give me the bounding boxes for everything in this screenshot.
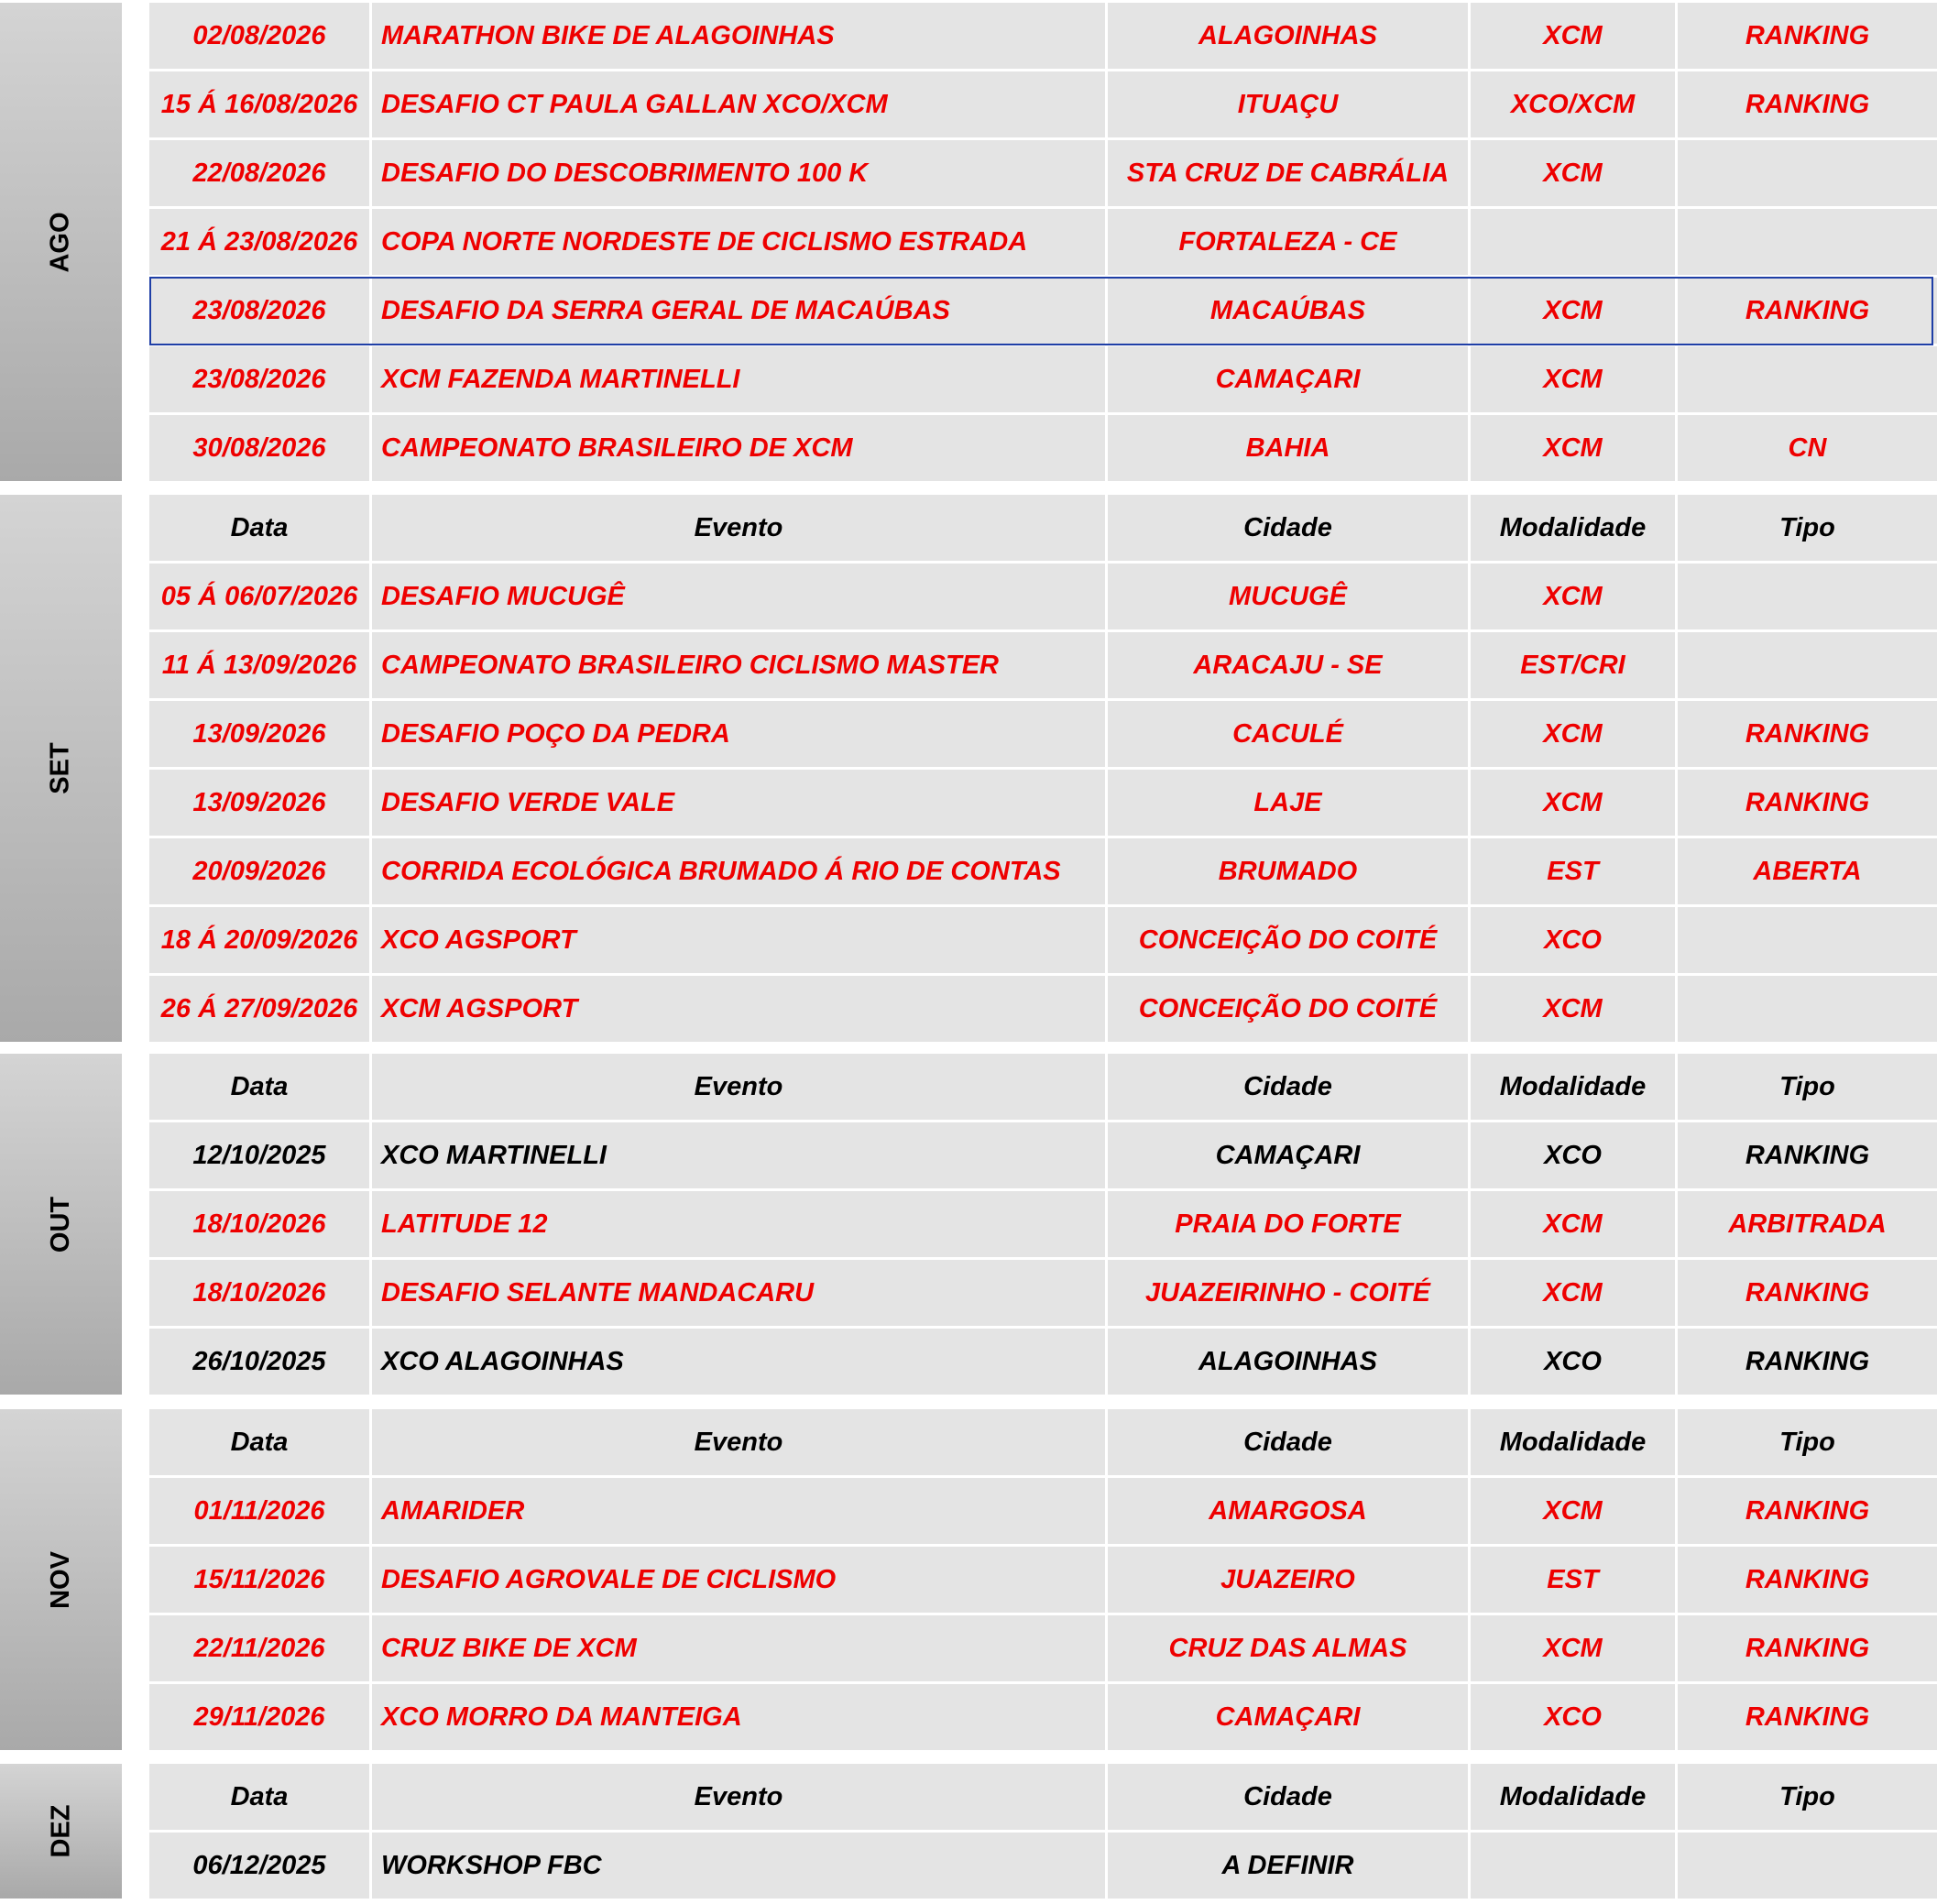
table-row[interactable]: [149, 976, 1937, 1045]
event-cell: CRUZ BIKE DE XCM: [372, 1615, 1105, 1681]
month-rows: [149, 495, 1937, 1045]
table-row[interactable]: [149, 770, 1937, 838]
city-cell: CONCEIÇÃO DO COITÉ: [1108, 976, 1468, 1042]
date-cell: 13/09/2026: [149, 701, 369, 767]
month-rows: [149, 1054, 1937, 1397]
header-date: Data: [149, 495, 369, 561]
type-cell: RANKING: [1678, 1684, 1937, 1750]
type-cell: [1678, 907, 1937, 973]
month-label-text: DEZ: [46, 1804, 75, 1858]
city-cell: BRUMADO: [1108, 838, 1468, 904]
header-event: Evento: [372, 1409, 1105, 1475]
table-row[interactable]: [149, 346, 1937, 415]
date-cell: 15/11/2026: [149, 1547, 369, 1613]
event-cell: XCO MARTINELLI: [372, 1122, 1105, 1188]
table-row[interactable]: [149, 1684, 1937, 1753]
modality-cell: XCM: [1471, 415, 1675, 481]
month-label-text: SET: [46, 742, 75, 794]
modality-cell: XCO: [1471, 1122, 1675, 1188]
city-cell: A DEFINIR: [1108, 1833, 1468, 1899]
type-cell: RANKING: [1678, 1122, 1937, 1188]
table-row[interactable]: [149, 1122, 1937, 1191]
modality-cell: [1471, 209, 1675, 275]
event-cell: DESAFIO DA SERRA GERAL DE MACAÚBAS: [372, 278, 1105, 344]
table-row[interactable]: [149, 278, 1937, 346]
date-cell: 29/11/2026: [149, 1684, 369, 1750]
header-type: Tipo: [1678, 495, 1937, 561]
modality-cell: XCM: [1471, 346, 1675, 412]
type-cell: [1678, 564, 1937, 629]
month-block-ago: [0, 3, 1937, 481]
table-row[interactable]: [149, 1833, 1937, 1901]
table-row[interactable]: [149, 3, 1937, 71]
type-cell: [1678, 976, 1937, 1042]
date-cell: 22/08/2026: [149, 140, 369, 206]
event-cell: LATITUDE 12: [372, 1191, 1105, 1257]
modality-cell: XCM: [1471, 278, 1675, 344]
type-cell: RANKING: [1678, 71, 1937, 137]
city-cell: FORTALEZA - CE: [1108, 209, 1468, 275]
table-row[interactable]: [149, 415, 1937, 484]
type-cell: [1678, 1833, 1937, 1899]
month-label: [0, 495, 122, 1042]
table-row[interactable]: [149, 1615, 1937, 1684]
type-cell: [1678, 209, 1937, 275]
header-date: Data: [149, 1054, 369, 1120]
table-row[interactable]: [149, 632, 1937, 701]
month-label: [0, 3, 122, 481]
month-block-nov: [0, 1409, 1937, 1750]
modality-cell: XCM: [1471, 1191, 1675, 1257]
table-row[interactable]: [149, 701, 1937, 770]
modality-cell: XCM: [1471, 564, 1675, 629]
type-cell: RANKING: [1678, 1260, 1937, 1326]
city-cell: CAMAÇARI: [1108, 1122, 1468, 1188]
month-label: [0, 1054, 122, 1395]
event-cell: XCO MORRO DA MANTEIGA: [372, 1684, 1105, 1750]
header-row: [149, 1409, 1937, 1478]
city-cell: LAJE: [1108, 770, 1468, 836]
city-cell: STA CRUZ DE CABRÁLIA: [1108, 140, 1468, 206]
type-cell: RANKING: [1678, 3, 1937, 69]
date-cell: 15 Á 16/08/2026: [149, 71, 369, 137]
city-cell: BAHIA: [1108, 415, 1468, 481]
city-cell: ALAGOINHAS: [1108, 1329, 1468, 1395]
date-cell: 23/08/2026: [149, 346, 369, 412]
modality-cell: [1471, 1833, 1675, 1899]
city-cell: ITUAÇU: [1108, 71, 1468, 137]
header-modality: Modalidade: [1471, 1054, 1675, 1120]
date-cell: 06/12/2025: [149, 1833, 369, 1899]
date-cell: 21 Á 23/08/2026: [149, 209, 369, 275]
modality-cell: EST/CRI: [1471, 632, 1675, 698]
header-date: Data: [149, 1409, 369, 1475]
header-modality: Modalidade: [1471, 1409, 1675, 1475]
city-cell: CAMAÇARI: [1108, 1684, 1468, 1750]
event-cell: XCO ALAGOINHAS: [372, 1329, 1105, 1395]
city-cell: MUCUGÊ: [1108, 564, 1468, 629]
table-row[interactable]: [149, 838, 1937, 907]
date-cell: 18/10/2026: [149, 1260, 369, 1326]
header-modality: Modalidade: [1471, 495, 1675, 561]
header-city: Cidade: [1108, 495, 1468, 561]
table-row[interactable]: [149, 1191, 1937, 1260]
month-block-set: [0, 495, 1937, 1042]
header-modality: Modalidade: [1471, 1764, 1675, 1830]
month-label: [0, 1764, 122, 1899]
event-cell: COPA NORTE NORDESTE DE CICLISMO ESTRADA: [372, 209, 1105, 275]
modality-cell: EST: [1471, 838, 1675, 904]
city-cell: PRAIA DO FORTE: [1108, 1191, 1468, 1257]
table-row[interactable]: [149, 564, 1937, 632]
date-cell: 11 Á 13/09/2026: [149, 632, 369, 698]
event-cell: XCM FAZENDA MARTINELLI: [372, 346, 1105, 412]
city-cell: MACAÚBAS: [1108, 278, 1468, 344]
event-cell: CAMPEONATO BRASILEIRO DE XCM: [372, 415, 1105, 481]
event-cell: DESAFIO VERDE VALE: [372, 770, 1105, 836]
header-row: [149, 495, 1937, 564]
header-type: Tipo: [1678, 1054, 1937, 1120]
month-rows: [149, 1764, 1937, 1901]
event-cell: DESAFIO MUCUGÊ: [372, 564, 1105, 629]
city-cell: CACULÉ: [1108, 701, 1468, 767]
type-cell: RANKING: [1678, 1615, 1937, 1681]
header-date: Data: [149, 1764, 369, 1830]
date-cell: 18/10/2026: [149, 1191, 369, 1257]
event-cell: DESAFIO AGROVALE DE CICLISMO: [372, 1547, 1105, 1613]
date-cell: 12/10/2025: [149, 1122, 369, 1188]
event-cell: XCO AGSPORT: [372, 907, 1105, 973]
event-cell: DESAFIO SELANTE MANDACARU: [372, 1260, 1105, 1326]
modality-cell: EST: [1471, 1547, 1675, 1613]
modality-cell: XCM: [1471, 140, 1675, 206]
type-cell: RANKING: [1678, 770, 1937, 836]
table-row[interactable]: [149, 1547, 1937, 1615]
event-cell: CORRIDA ECOLÓGICA BRUMADO Á RIO DE CONTAS: [372, 838, 1105, 904]
type-cell: ABERTA: [1678, 838, 1937, 904]
date-cell: 22/11/2026: [149, 1615, 369, 1681]
event-cell: WORKSHOP FBC: [372, 1833, 1105, 1899]
modality-cell: XCO: [1471, 1684, 1675, 1750]
table-row[interactable]: [149, 1329, 1937, 1397]
date-cell: 20/09/2026: [149, 838, 369, 904]
event-cell: DESAFIO CT PAULA GALLAN XCO/XCM: [372, 71, 1105, 137]
type-cell: [1678, 346, 1937, 412]
modality-cell: XCO: [1471, 1329, 1675, 1395]
date-cell: 13/09/2026: [149, 770, 369, 836]
table-row[interactable]: [149, 209, 1937, 278]
date-cell: 05 Á 06/07/2026: [149, 564, 369, 629]
event-cell: XCM AGSPORT: [372, 976, 1105, 1042]
header-city: Cidade: [1108, 1409, 1468, 1475]
type-cell: RANKING: [1678, 1547, 1937, 1613]
type-cell: RANKING: [1678, 701, 1937, 767]
header-city: Cidade: [1108, 1764, 1468, 1830]
modality-cell: XCM: [1471, 976, 1675, 1042]
table-row[interactable]: [149, 1478, 1937, 1547]
header-city: Cidade: [1108, 1054, 1468, 1120]
event-cell: MARATHON BIKE DE ALAGOINHAS: [372, 3, 1105, 69]
city-cell: ALAGOINHAS: [1108, 3, 1468, 69]
month-block-out: [0, 1054, 1937, 1395]
header-type: Tipo: [1678, 1764, 1937, 1830]
header-type: Tipo: [1678, 1409, 1937, 1475]
date-cell: 26 Á 27/09/2026: [149, 976, 369, 1042]
event-cell: AMARIDER: [372, 1478, 1105, 1544]
table-row[interactable]: [149, 907, 1937, 976]
city-cell: JUAZEIRO: [1108, 1547, 1468, 1613]
city-cell: CONCEIÇÃO DO COITÉ: [1108, 907, 1468, 973]
city-cell: ARACAJU - SE: [1108, 632, 1468, 698]
date-cell: 02/08/2026: [149, 3, 369, 69]
event-cell: CAMPEONATO BRASILEIRO CICLISMO MASTER: [372, 632, 1105, 698]
type-cell: CN: [1678, 415, 1937, 481]
month-rows: [149, 3, 1937, 484]
header-row: [149, 1054, 1937, 1122]
modality-cell: XCM: [1471, 770, 1675, 836]
modality-cell: XCM: [1471, 1260, 1675, 1326]
month-label: [0, 1409, 122, 1750]
modality-cell: XCM: [1471, 1478, 1675, 1544]
date-cell: 30/08/2026: [149, 415, 369, 481]
header-event: Evento: [372, 1054, 1105, 1120]
month-block-dez: [0, 1764, 1937, 1899]
header-event: Evento: [372, 495, 1105, 561]
type-cell: RANKING: [1678, 1329, 1937, 1395]
table-row[interactable]: [149, 1260, 1937, 1329]
city-cell: JUAZEIRINHO - COITÉ: [1108, 1260, 1468, 1326]
table-row[interactable]: [149, 140, 1937, 209]
city-cell: CAMAÇARI: [1108, 346, 1468, 412]
date-cell: 18 Á 20/09/2026: [149, 907, 369, 973]
month-label-text: OUT: [46, 1196, 75, 1253]
date-cell: 26/10/2025: [149, 1329, 369, 1395]
type-cell: RANKING: [1678, 1478, 1937, 1544]
type-cell: [1678, 140, 1937, 206]
event-cell: DESAFIO POÇO DA PEDRA: [372, 701, 1105, 767]
type-cell: ARBITRADA: [1678, 1191, 1937, 1257]
type-cell: [1678, 632, 1937, 698]
event-cell: DESAFIO DO DESCOBRIMENTO 100 K: [372, 140, 1105, 206]
month-label-text: NOV: [46, 1550, 75, 1609]
city-cell: CRUZ DAS ALMAS: [1108, 1615, 1468, 1681]
modality-cell: XCM: [1471, 701, 1675, 767]
header-row: [149, 1764, 1937, 1833]
month-rows: [149, 1409, 1937, 1753]
date-cell: 01/11/2026: [149, 1478, 369, 1544]
modality-cell: XCM: [1471, 3, 1675, 69]
city-cell: AMARGOSA: [1108, 1478, 1468, 1544]
modality-cell: XCO: [1471, 907, 1675, 973]
month-label-text: AGO: [46, 211, 75, 273]
date-cell: 23/08/2026: [149, 278, 369, 344]
header-event: Evento: [372, 1764, 1105, 1830]
table-row[interactable]: [149, 71, 1937, 140]
modality-cell: XCM: [1471, 1615, 1675, 1681]
type-cell: RANKING: [1678, 278, 1937, 344]
modality-cell: XCO/XCM: [1471, 71, 1675, 137]
